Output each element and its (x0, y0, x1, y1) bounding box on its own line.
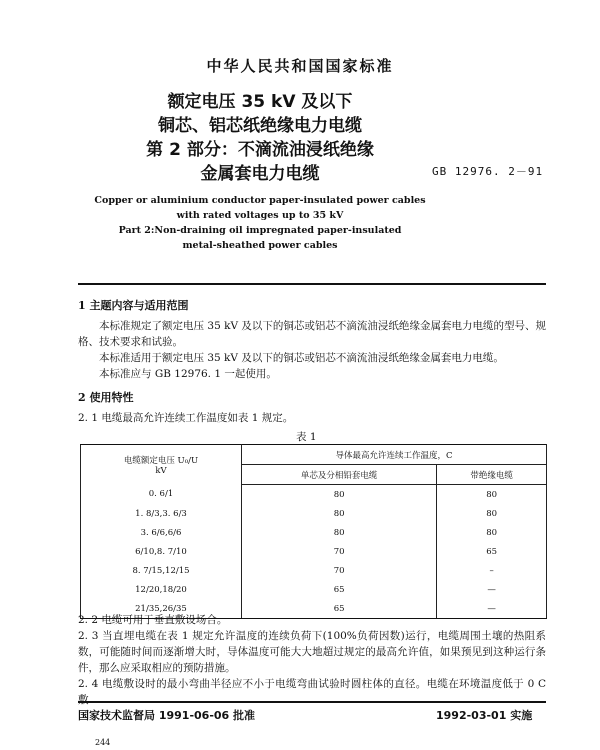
approval-date: 国家技术监督局 1991-06-06 批准 (78, 709, 256, 722)
english-title-line-1: Copper or aluminium conductor paper-insulated power cables (94, 195, 426, 206)
single-core-cell: 70 (242, 542, 437, 561)
section-2-heading: 2 使用特性 (78, 391, 134, 404)
voltage-header-line-2: kV (155, 465, 167, 476)
title-line-1: 额定电压 35 kV 及以下 (167, 92, 353, 112)
clause-2-3: 2. 3 当直埋电缆在表 1 规定允许温度的连续负荷下(100%负荷因数)运行，电缆周围土壤的热阻系数，可能随时间而逐渐增大时，导体温度可能大大地超过规定的最高允许值，如果预见到这种运行条件，那么应采取相应的预防措施。 (78, 630, 546, 674)
voltage-cell: 12/20,18/20 (81, 580, 242, 599)
belted-cell: — (437, 580, 547, 599)
single-core-cell: 65 (242, 599, 437, 619)
voltage-cell: 0. 6/1 (81, 485, 242, 505)
single-core-cell: 70 (242, 561, 437, 580)
belted-cell: 65 (437, 542, 547, 561)
title-line-4: 金属套电力电缆 (200, 164, 320, 184)
belted-cable-header: 带绝缘电缆 (437, 465, 547, 485)
implementation-date: 1992-03-01 实施 (436, 709, 533, 722)
title-line-3: 第 2 部分：不滴流油浸纸绝缘 (146, 140, 374, 160)
english-title-line-2: with rated voltages up to 35 kV (176, 210, 344, 221)
table-row (81, 580, 547, 599)
table-row (81, 485, 547, 505)
belted-cell: — (437, 599, 547, 619)
page-number: 244 (95, 738, 111, 747)
max-temperature-table (80, 444, 547, 619)
single-core-cell: 65 (242, 580, 437, 599)
belted-cell: – (437, 561, 547, 580)
voltage-cell: 6/10,8. 7/10 (81, 542, 242, 561)
voltage-cell: 3. 6/6,6/6 (81, 523, 242, 542)
section-1-paragraph-3: 本标准应与 GB 12976. 1 一起使用。 (99, 368, 277, 380)
voltage-cell: 1. 8/3,3. 6/3 (81, 504, 242, 523)
title-line-2: 铜芯、铝芯纸绝缘电力电缆 (158, 116, 362, 136)
section-1-heading: 1 主题内容与适用范围 (78, 299, 189, 312)
clause-2-2: 2. 2 电缆可用于垂直敷设场合。 (78, 614, 228, 626)
voltage-cell: 21/35,26/35 (81, 599, 242, 619)
national-standard-header: 中华人民共和国国家标准 (206, 57, 394, 75)
table-row (81, 542, 547, 561)
english-title-line-3: Part 2:Non-draining oil impregnated paper-insulated (118, 225, 402, 236)
single-core-cell: 80 (242, 485, 437, 505)
english-title-line-4: metal-sheathed power cables (182, 240, 338, 251)
clause-2-4: 2. 4 电缆敷设时的最小弯曲半径应不小于电缆弯曲试验时圆柱体的直径。电缆在环境温度低于 0 C 敷 (78, 678, 546, 706)
single-core-cell: 80 (242, 523, 437, 542)
section-1-paragraph-1: 本标准规定了额定电压 35 kV 及以下的铜芯或铝芯不滴流油浸纸绝缘金属套电力电缆的型号、规格、技术要求和试验。 (78, 320, 546, 348)
voltage-header-line-1: 电缆额定电压 U₀/U (123, 455, 199, 466)
single-core-cell: 80 (242, 504, 437, 523)
table-row (81, 561, 547, 580)
section-1-paragraph-2: 本标准适用于额定电压 35 kV 及以下的铜芯或铝芯不滴流油浸纸绝缘金属套电力电缆。 (99, 352, 504, 364)
title-divider (78, 283, 546, 285)
table-row (81, 523, 547, 542)
footer-divider (78, 701, 546, 703)
belted-cell: 80 (437, 504, 547, 523)
single-core-header: 单芯及分相铅套电缆 (242, 465, 437, 485)
temperature-group-header: 导体最高允许连续工作温度，C (242, 445, 547, 465)
clause-2-1: 2. 1 电缆最高允许连续工作温度如表 1 规定。 (78, 412, 294, 424)
table-caption: 表 1 (296, 431, 317, 443)
belted-cell: 80 (437, 485, 547, 505)
standard-code: GB 12976. 2－91 (432, 165, 544, 178)
voltage-cell: 8. 7/15,12/15 (81, 561, 242, 580)
voltage-column-header (81, 445, 242, 485)
table-row (81, 504, 547, 523)
belted-cell: 80 (437, 523, 547, 542)
table-header-row-1 (81, 445, 547, 465)
